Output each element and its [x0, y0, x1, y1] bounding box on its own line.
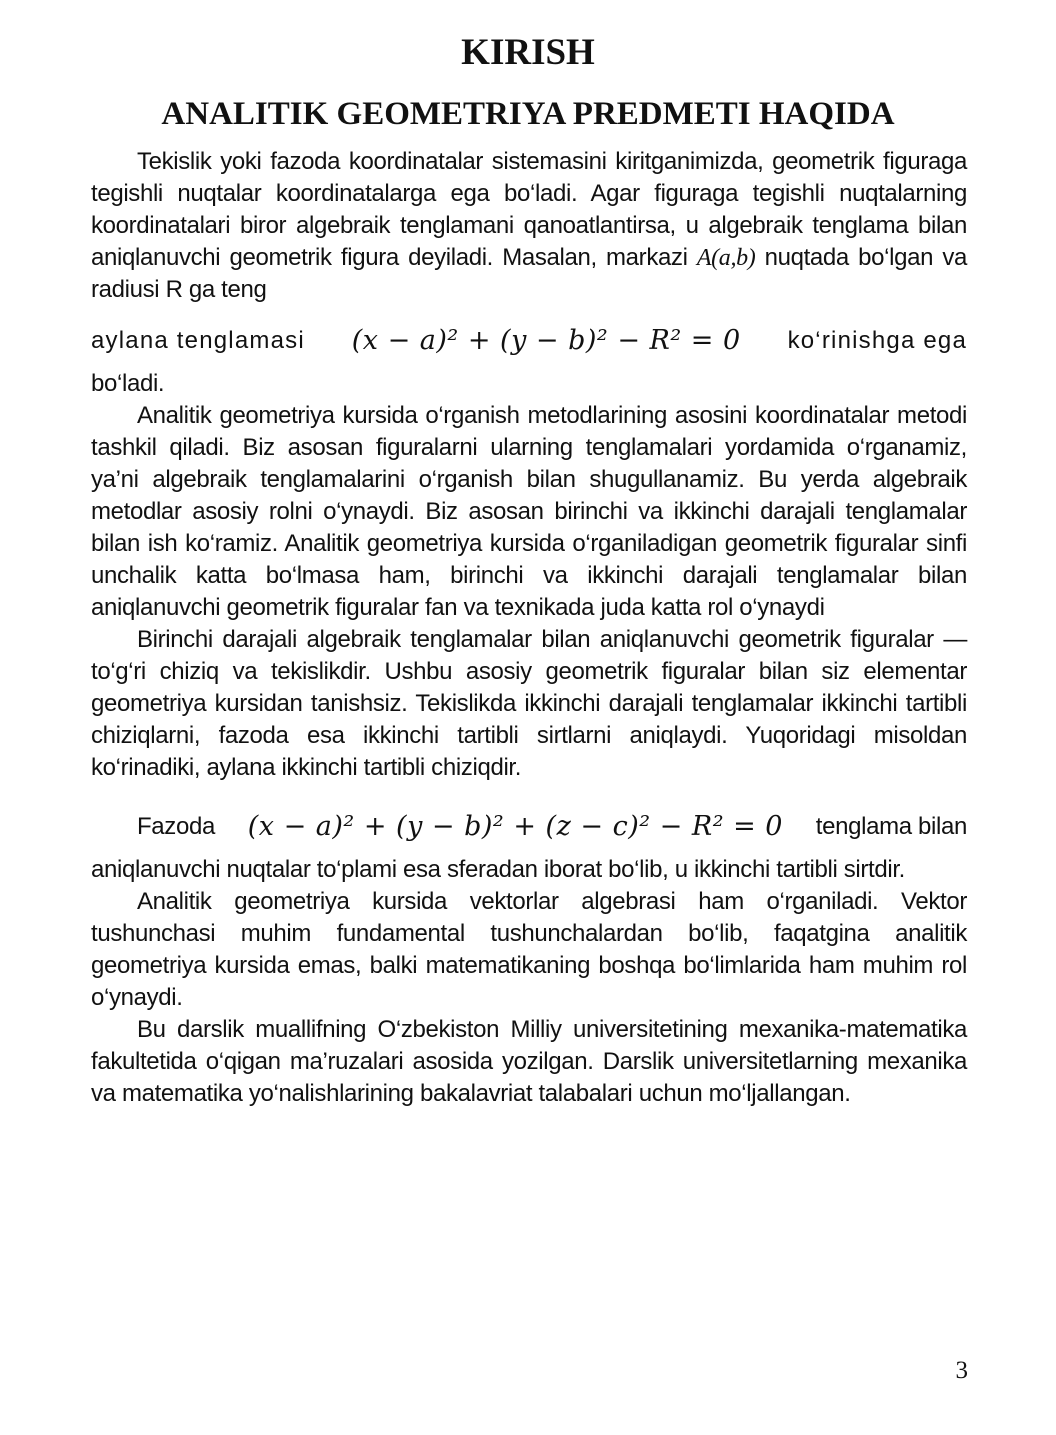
circle-formula: [352, 325, 741, 357]
sphere-equation-line: [91, 800, 967, 854]
sphere-end: aniqlanuvchi nuqtalar to‘plami esa sferadan iborat bo‘lib, u ikkinchi tartibli sirtdir.: [91, 856, 905, 883]
point-label: A(a,b): [696, 245, 756, 271]
paragraph-intro: [91, 146, 967, 306]
sphere-suffix: tenglama bilan: [815, 813, 967, 840]
circle-suffix: ko‘rinishga ega: [787, 327, 967, 354]
page-number: 3: [955, 1357, 968, 1384]
paragraph-first-degree: Birinchi darajali algebraik tenglamalar bilan aniqlanuvchi geometrik figuralar — to‘g‘ri chiziq va tekislikdir. Ushbu asosiy geometrik figuralar bilan siz elementar geometriya kursidan tanishsiz. Tekislikda ikkinchi darajali tenglamalar ikkinchi tartibli chiziqlarni, fazoda esa ikkinchi tartibli sirtlarni aniqlaydi. Yuqoridagi misoldan ko‘rinadiki, aylana ikkinchi tartibli chiziqdir.: [91, 626, 967, 781]
circle-equation-line: [91, 314, 967, 368]
sphere-formula-text: (x − a)² + (y − b)² + (z − c)² − R² = 0: [247, 811, 783, 842]
paragraph-about-book: Bu darslik muallifning O‘zbekiston Milliy universitetining mexanika-matematika fakultetida o‘qigan ma’ruzalari asosida yozilgan. Darslik universitetlarning mexanika va matematika yo‘nalishlarining bakalavriat talabalari uchun mo‘ljallangan.: [91, 1016, 967, 1107]
circle-formula-text: (x − a)² + (y − b)² − R² = 0: [351, 325, 741, 356]
circle-prefix: aylana tenglamasi: [91, 327, 305, 354]
paragraph-vectors: Analitik geometriya kursida vektorlar algebrasi ham o‘rganiladi. Vektor tushunchasi muhim fundamental tushunchalardan bo‘lib, faqatgina analitik geometriya kursida emas, balki matematikaning boshqa bo‘limlarida ham muhim rol o‘ynaydi.: [91, 888, 967, 1011]
page-title: KIRISH: [461, 32, 595, 73]
sphere-prefix: Fazoda: [137, 813, 215, 840]
intro-text: Tekislik yoki fazoda koordinatalar sistemasini kiritganimizda, geometrik figuraga tegishli nuqtalar koordinatalarga ega bo‘ladi. Agar figuraga tegishli nuqtalarning koordinatalari biror algebraik tenglamani qanoatlantirsa, u algebraik tenglama bilan aniqlanuvchi geometrik figura deyiladi. Masalan, markazi: [91, 148, 967, 271]
body-text: [91, 146, 967, 1110]
intro-tail: nuqtada bo‘lgan va radiusi R ga teng: [91, 244, 967, 303]
sphere-formula: [248, 811, 783, 843]
circle-end: bo‘ladi.: [91, 370, 165, 397]
paragraph-methods: Analitik geometriya kursida o‘rganish metodlarining asosini koordinatalar metodi tashkil qiladi. Biz asosan figuralarni ularning tenglamalari yordamida o‘rganamiz, ya’ni algebraik tenglamalarini o‘rganish bilan shugullanamiz. Bu yerda algebraik metodlar asosiy rolni o‘ynaydi. Biz asosan birinchi va ikkinchi darajali tenglamalar bilan ish ko‘ramiz. Analitik geometriya kursida o‘rganiladigan geometrik figuralar sinfi unchalik katta bo‘lmasa ham, birinchi va ikkinchi darajali tenglamalar bilan aniqlanuvchi geometrik figuralar fan va texnikada juda katta rol o‘ynaydi: [91, 402, 967, 621]
page-subtitle: ANALITIK GEOMETRIYA PREDMETI HAQIDA: [161, 96, 895, 132]
